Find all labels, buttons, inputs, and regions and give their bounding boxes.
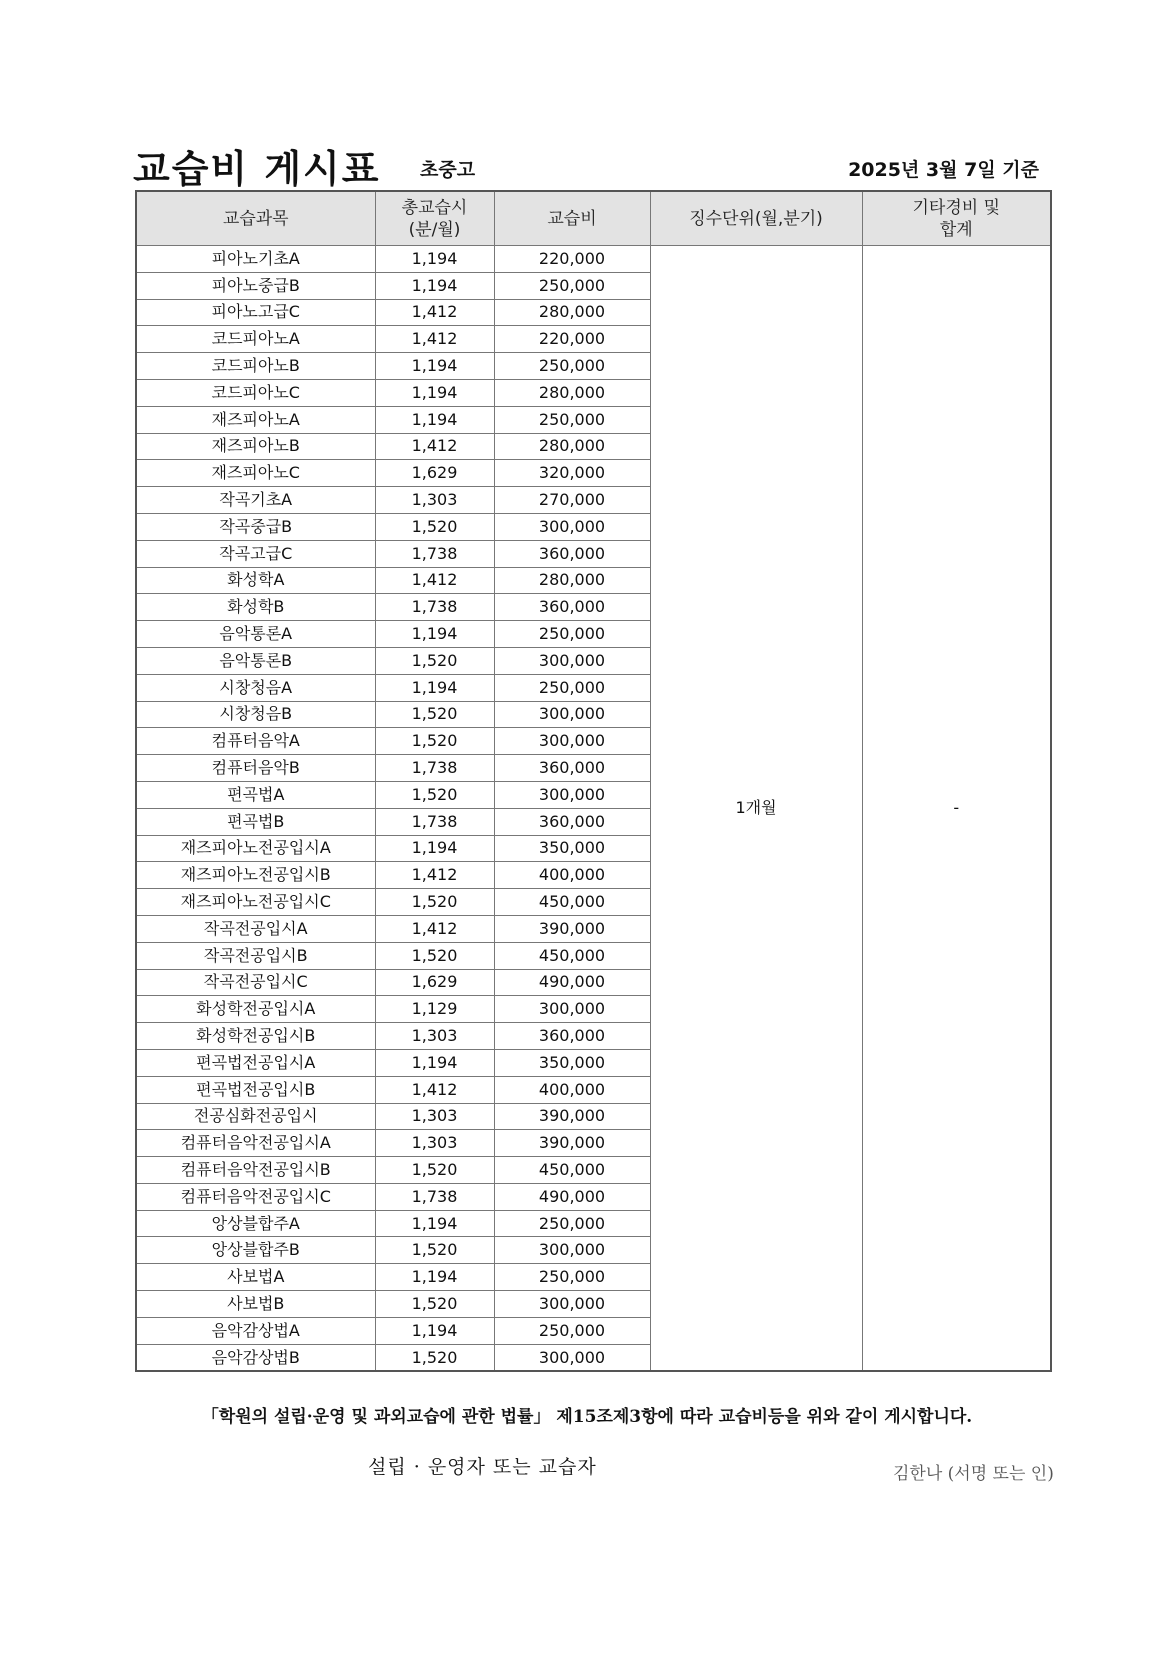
subject-cell: 피아노고급C [136, 299, 375, 326]
fee-cell: 250,000 [494, 621, 650, 648]
total-hours-cell: 1,412 [375, 326, 494, 353]
subject-cell: 음악통론B [136, 647, 375, 674]
signature-name: 김한나 (서명 또는 인) [893, 1464, 1054, 1484]
total-hours-cell: 1,412 [375, 567, 494, 594]
tuition-fee-table [135, 190, 1052, 1372]
subject-cell: 컴퓨터음악전공입시B [136, 1157, 375, 1184]
total-hours-cell: 1,194 [375, 246, 494, 273]
fee-cell: 300,000 [494, 781, 650, 808]
total-hours-cell: 1,194 [375, 1049, 494, 1076]
total-hours-cell: 1,194 [375, 835, 494, 862]
subject-cell: 시창청음B [136, 701, 375, 728]
subject-cell: 컴퓨터음악전공입시C [136, 1183, 375, 1210]
fee-cell: 250,000 [494, 1317, 650, 1344]
total-hours-cell: 1,520 [375, 1237, 494, 1264]
total-hours-cell: 1,520 [375, 889, 494, 916]
fee-cell: 360,000 [494, 755, 650, 782]
subject-cell: 전공심화전공입시 [136, 1103, 375, 1130]
total-hours-cell: 1,520 [375, 1157, 494, 1184]
fee-cell: 300,000 [494, 513, 650, 540]
total-hours-cell: 1,520 [375, 701, 494, 728]
subject-cell: 코드피아노C [136, 379, 375, 406]
total-hours-cell: 1,629 [375, 460, 494, 487]
total-hours-cell: 1,520 [375, 781, 494, 808]
subject-cell: 작곡전공입시C [136, 969, 375, 996]
fee-cell: 300,000 [494, 1291, 650, 1318]
fee-cell: 280,000 [494, 379, 650, 406]
fee-cell: 280,000 [494, 567, 650, 594]
signature-label: 설립 · 운영자 또는 교습자 [368, 1456, 597, 1478]
subject-cell: 사보법B [136, 1291, 375, 1318]
effective-date: 2025년 3월 7일 기준 [848, 159, 1039, 181]
subject-cell: 작곡기초A [136, 487, 375, 514]
fee-cell: 280,000 [494, 433, 650, 460]
total-hours-cell: 1,738 [375, 1183, 494, 1210]
fee-cell: 450,000 [494, 889, 650, 916]
fee-cell: 450,000 [494, 1157, 650, 1184]
total-hours-cell: 1,412 [375, 862, 494, 889]
subject-cell: 재즈피아노전공입시C [136, 889, 375, 916]
fee-cell: 490,000 [494, 1183, 650, 1210]
fee-cell: 300,000 [494, 1237, 650, 1264]
fee-cell: 320,000 [494, 460, 650, 487]
fee-cell: 250,000 [494, 1264, 650, 1291]
total-hours-cell: 1,520 [375, 728, 494, 755]
collection-unit-cell: 1개월 [650, 246, 862, 1372]
fee-cell: 220,000 [494, 246, 650, 273]
subject-cell: 편곡법B [136, 808, 375, 835]
fee-cell: 390,000 [494, 1130, 650, 1157]
subject-cell: 사보법A [136, 1264, 375, 1291]
subject-cell: 화성학전공입시B [136, 1023, 375, 1050]
fee-cell: 360,000 [494, 808, 650, 835]
fee-cell: 360,000 [494, 594, 650, 621]
fee-cell: 360,000 [494, 540, 650, 567]
fee-cell: 400,000 [494, 1076, 650, 1103]
subject-cell: 재즈피아노C [136, 460, 375, 487]
subject-cell: 피아노중급B [136, 272, 375, 299]
total-hours-cell: 1,520 [375, 1291, 494, 1318]
total-hours-cell: 1,738 [375, 540, 494, 567]
fee-cell: 300,000 [494, 996, 650, 1023]
table-row [136, 246, 1051, 273]
column-header-subject: 교습과목 [136, 191, 375, 246]
fee-cell: 400,000 [494, 862, 650, 889]
fee-cell: 300,000 [494, 1344, 650, 1371]
page-title: 교습비 게시표 [133, 147, 381, 191]
total-hours-cell: 1,194 [375, 621, 494, 648]
fee-cell: 450,000 [494, 942, 650, 969]
other-expenses-cell: - [862, 246, 1051, 1372]
total-hours-cell: 1,194 [375, 1210, 494, 1237]
subject-cell: 재즈피아노전공입시A [136, 835, 375, 862]
fee-cell: 490,000 [494, 969, 650, 996]
subject-cell: 화성학전공입시A [136, 996, 375, 1023]
column-header-fee: 교습비 [494, 191, 650, 246]
total-hours-cell: 1,303 [375, 1023, 494, 1050]
subject-cell: 코드피아노A [136, 326, 375, 353]
table-header-row [136, 191, 1051, 246]
school-level-label: 초중고 [420, 159, 476, 181]
subject-cell: 재즈피아노전공입시B [136, 862, 375, 889]
total-hours-cell: 1,520 [375, 942, 494, 969]
subject-cell: 앙상블합주A [136, 1210, 375, 1237]
subject-cell: 작곡전공입시B [136, 942, 375, 969]
total-hours-cell: 1,520 [375, 647, 494, 674]
fee-cell: 390,000 [494, 1103, 650, 1130]
subject-cell: 작곡고급C [136, 540, 375, 567]
subject-cell: 음악통론A [136, 621, 375, 648]
subject-cell: 재즈피아노A [136, 406, 375, 433]
table-body [136, 246, 1051, 1372]
total-hours-cell: 1,194 [375, 1317, 494, 1344]
subject-cell: 컴퓨터음악A [136, 728, 375, 755]
fee-cell: 270,000 [494, 487, 650, 514]
total-hours-cell: 1,412 [375, 1076, 494, 1103]
legal-notice: 「학원의 설립·운영 및 과외교습에 관한 법률」 제15조제3항에 따라 교습비등을 위와 같이 게시합니다. [201, 1407, 973, 1427]
fee-cell: 350,000 [494, 835, 650, 862]
subject-cell: 화성학B [136, 594, 375, 621]
subject-cell: 작곡전공입시A [136, 915, 375, 942]
subject-cell: 편곡법A [136, 781, 375, 808]
fee-cell: 300,000 [494, 728, 650, 755]
fee-cell: 250,000 [494, 272, 650, 299]
total-hours-cell: 1,520 [375, 513, 494, 540]
total-hours-cell: 1,194 [375, 379, 494, 406]
subject-cell: 앙상블합주B [136, 1237, 375, 1264]
total-hours-cell: 1,738 [375, 755, 494, 782]
subject-cell: 컴퓨터음악B [136, 755, 375, 782]
total-hours-cell: 1,412 [375, 433, 494, 460]
subject-cell: 컴퓨터음악전공입시A [136, 1130, 375, 1157]
total-hours-cell: 1,194 [375, 272, 494, 299]
subject-cell: 작곡중급B [136, 513, 375, 540]
subject-cell: 화성학A [136, 567, 375, 594]
fee-cell: 300,000 [494, 647, 650, 674]
fee-cell: 390,000 [494, 915, 650, 942]
total-hours-cell: 1,194 [375, 406, 494, 433]
fee-cell: 350,000 [494, 1049, 650, 1076]
total-hours-cell: 1,629 [375, 969, 494, 996]
fee-cell: 250,000 [494, 1210, 650, 1237]
subject-cell: 코드피아노B [136, 353, 375, 380]
subject-cell: 피아노기초A [136, 246, 375, 273]
fee-cell: 360,000 [494, 1023, 650, 1050]
total-hours-cell: 1,412 [375, 299, 494, 326]
total-hours-cell: 1,303 [375, 1103, 494, 1130]
total-hours-cell: 1,194 [375, 1264, 494, 1291]
total-hours-cell: 1,129 [375, 996, 494, 1023]
fee-cell: 220,000 [494, 326, 650, 353]
total-hours-cell: 1,194 [375, 674, 494, 701]
subject-cell: 시창청음A [136, 674, 375, 701]
column-header-other-expenses: 기타경비 및 합계 [862, 191, 1051, 246]
total-hours-cell: 1,303 [375, 487, 494, 514]
subject-cell: 음악감상법A [136, 1317, 375, 1344]
total-hours-cell: 1,738 [375, 594, 494, 621]
total-hours-cell: 1,194 [375, 353, 494, 380]
total-hours-cell: 1,412 [375, 915, 494, 942]
total-hours-cell: 1,303 [375, 1130, 494, 1157]
subject-cell: 음악감상법B [136, 1344, 375, 1371]
subject-cell: 재즈피아노B [136, 433, 375, 460]
fee-cell: 250,000 [494, 406, 650, 433]
fee-cell: 250,000 [494, 353, 650, 380]
fee-cell: 280,000 [494, 299, 650, 326]
column-header-total-hours: 총교습시 (분/월) [375, 191, 494, 246]
subject-cell: 편곡법전공입시B [136, 1076, 375, 1103]
total-hours-cell: 1,520 [375, 1344, 494, 1371]
fee-cell: 250,000 [494, 674, 650, 701]
total-hours-cell: 1,738 [375, 808, 494, 835]
fee-cell: 300,000 [494, 701, 650, 728]
subject-cell: 편곡법전공입시A [136, 1049, 375, 1076]
column-header-collection-unit: 징수단위(월,분기) [650, 191, 862, 246]
